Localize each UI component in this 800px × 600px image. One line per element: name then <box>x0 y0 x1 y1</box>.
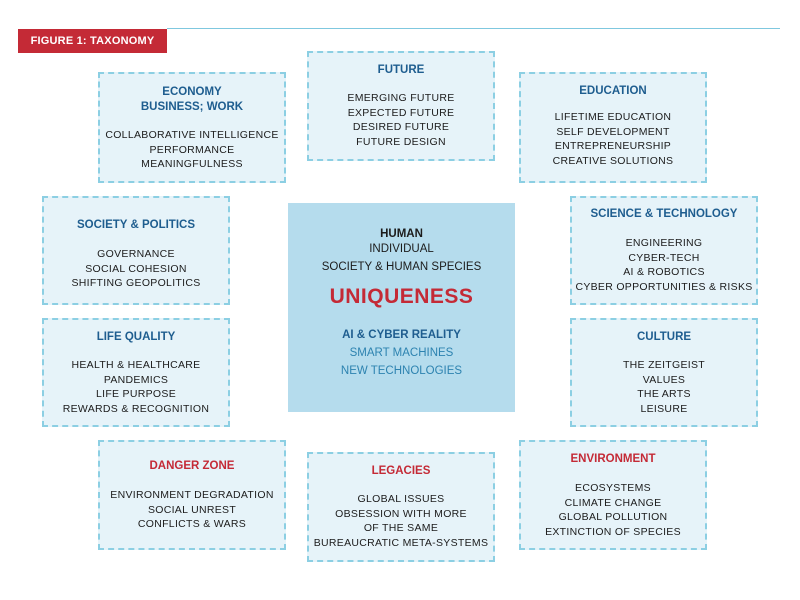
center-line-individual: INDIVIDUAL <box>369 243 434 255</box>
box-danger-zone-item: ENVIRONMENT DEGRADATION <box>110 489 274 501</box>
box-danger-zone-title: DANGER ZONE <box>149 460 235 472</box>
box-education-item: ENTREPRENEURSHIP <box>554 140 672 153</box>
box-economy-item: MEANINGFULNESS <box>141 158 243 171</box>
center-line-society: SOCIETY & HUMAN SPECIES <box>321 261 482 273</box>
box-science-technology-item: CYBER OPPORTUNITIES & RISKS <box>575 280 753 293</box>
box-science-technology-title: SCIENCE & TECHNOLOGY <box>590 208 738 220</box>
box-economy-item: COLLABORATIVE INTELLIGENCE <box>105 129 279 141</box>
box-danger-zone <box>98 440 286 550</box>
box-life-quality-item: LIFE PURPOSE <box>95 388 177 401</box>
top-rule <box>167 28 780 29</box>
box-science-technology-item: CYBER-TECH <box>628 251 700 264</box>
box-society-politics-item: GOVERNANCE <box>97 248 175 260</box>
center-ai-heading: AI & CYBER REALITY <box>342 329 461 341</box>
box-science-technology-item: ENGINEERING <box>625 237 703 249</box>
box-legacies-item: GLOBAL ISSUES <box>357 493 445 505</box>
box-culture <box>570 318 758 427</box>
box-science-technology-item: AI & ROBOTICS <box>623 266 705 279</box>
box-economy-item: PERFORMANCE <box>149 143 235 156</box>
box-life-quality-title: LIFE QUALITY <box>96 331 176 343</box>
box-economy-title <box>100 85 284 115</box>
box-legacies-item: OBSESSION WITH MORE <box>335 507 467 520</box>
box-future-item: DESIRED FUTURE <box>352 121 450 134</box>
box-legacies-item: BUREAUCRATIC META-SYSTEMS <box>313 536 489 549</box>
box-life-quality-item: REWARDS & RECOGNITION <box>62 402 210 415</box>
box-education-item: SELF DEVELOPMENT <box>556 125 670 138</box>
box-life-quality-item: HEALTH & HEALTHCARE <box>71 359 201 371</box>
center-line-smart-machines: SMART MACHINES <box>349 347 454 359</box>
box-legacies-title: LEGACIES <box>371 465 431 477</box>
box-society-politics-item: SOCIAL COHESION <box>85 262 187 275</box>
box-culture-item: VALUES <box>642 373 686 386</box>
box-life-quality <box>42 318 230 427</box>
figure-label: FIGURE 1: TAXONOMY <box>18 29 167 53</box>
box-environment-item: ECOSYSTEMS <box>575 482 651 494</box>
center-main-uniqueness: UNIQUENESS <box>329 285 474 308</box>
box-environment-item: EXTINCTION OF SPECIES <box>545 525 681 538</box>
box-future-item: EXPECTED FUTURE <box>347 106 455 119</box>
box-future-item: EMERGING FUTURE <box>347 92 455 104</box>
center-heading: HUMAN <box>380 228 423 240</box>
box-culture-item: LEISURE <box>640 402 688 415</box>
box-economy-title-line1: ECONOMY <box>162 86 222 98</box>
box-science-technology <box>570 196 758 305</box>
box-culture-item: THE ZEITGEIST <box>622 359 706 371</box>
box-future-item: FUTURE DESIGN <box>356 135 446 148</box>
center-box-uniqueness <box>288 203 515 412</box>
box-society-politics <box>42 196 230 305</box>
box-life-quality-item: PANDEMICS <box>103 373 169 386</box>
box-economy-title-line2: BUSINESS; WORK <box>140 101 244 113</box>
box-danger-zone-item: SOCIAL UNREST <box>147 503 237 516</box>
box-future-title: FUTURE <box>377 64 425 76</box>
box-education-item: LIFETIME EDUCATION <box>554 111 672 123</box>
box-education-title: EDUCATION <box>579 85 647 97</box>
box-environment-title: ENVIRONMENT <box>570 453 656 465</box>
box-society-politics-item: SHIFTING GEOPOLITICS <box>71 277 201 290</box>
box-education-item: CREATIVE SOLUTIONS <box>552 154 674 167</box>
box-society-politics-title: SOCIETY & POLITICS <box>77 219 195 231</box>
box-danger-zone-item: CONFLICTS & WARS <box>137 518 247 531</box>
box-future <box>307 51 495 161</box>
box-education <box>519 72 707 183</box>
center-line-new-technologies: NEW TECHNOLOGIES <box>340 365 463 377</box>
box-environment-item: GLOBAL POLLUTION <box>558 511 668 524</box>
box-environment <box>519 440 707 550</box>
box-legacies-item: OF THE SAME <box>363 522 439 535</box>
box-culture-title: CULTURE <box>636 331 692 343</box>
box-environment-item: CLIMATE CHANGE <box>564 496 662 509</box>
box-legacies <box>307 452 495 562</box>
box-economy <box>98 72 286 183</box>
box-culture-item: THE ARTS <box>637 388 691 401</box>
